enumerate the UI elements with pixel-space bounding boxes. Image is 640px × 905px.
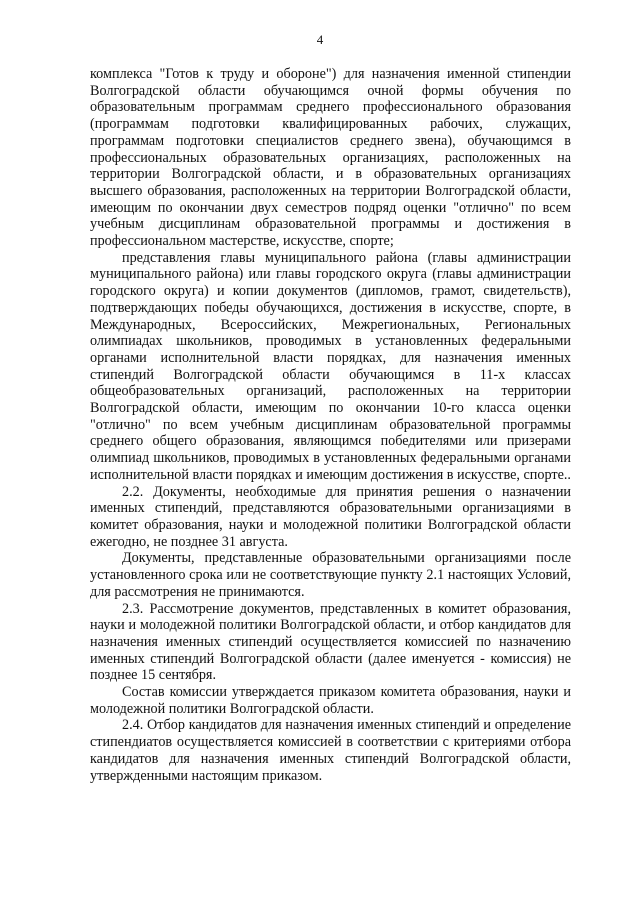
paragraph-2-2: 2.2. Документы, необходимые для принятия решения о назначении именных стипендий, представляются образовательными организациями в комитет образования, науки и молодежной политики Волгоградской области ежегодно, не позднее 31 августа.: [90, 483, 571, 550]
paragraph-2-3: 2.3. Рассмотрение документов, представленных в комитет образования, науки и молодежной политики Волгоградской области, и отбор кандидатов для назначения именных стипендий осуществляется комиссией по назначению именных стипендий Волгоградской области (далее именуется - комиссия) не позднее 15 сентября.: [90, 600, 571, 684]
paragraph-late-documents: Документы, представленные образовательными организациями после установленного срока или не соответствующие пункту 2.1 настоящих Условий, для рассмотрения не принимаются.: [90, 550, 571, 600]
page-number: 4: [316, 32, 324, 47]
paragraph-commission-composition: Состав комиссии утверждается приказом комитета образования, науки и молодежной политики Волгоградской области.: [90, 684, 571, 717]
document-body: [90, 66, 571, 784]
paragraph-representations: представления главы муниципального района (главы администрации муниципального района) или главы городского округа (главы администрации городского округа) и копии документов (дипломов, грамот, свидетельств), подтверждающих победы обучающихся, достижения в искусстве, спорте, в Международных, Всероссийских, Межрегиональных, Региональных олимпиадах школьников, проводимых в установленных федеральными органами исполнительной власти порядках, для назначения именных стипендий Волгоградской области обучающимся в 11-х классах общеобразовательных организаций, расположенных на территории Волгоградской области, имеющим по окончании 10-го класса оценки "отлично" по всем учебным дисциплинам образовательной программы среднего общего образования, являющимся победителями или призерами олимпиад школьников, проводимых в установленных федеральными органами исполнительной власти порядках и имеющим достижения в искусстве, спорте..: [90, 249, 571, 483]
paragraph-continuation: комплекса "Готов к труду и обороне") для назначения именной стипендии Волгоградской области обучающимся очной формы обучения по образовательным программам среднего профессионального образования (программам подготовки квалифицированных рабочих, служащих, программам подготовки специалистов среднего звена), обучающимся в профессиональных образовательных организациях, расположенных на территории Волгоградской области, и в образовательных организациях высшего образования, расположенных на территории Волгоградской области, имеющим по окончании двух семестров подряд оценки "отлично" по всем учебным дисциплинам образовательной программы и достижения в профессиональном мастерстве, искусстве, спорте;: [90, 66, 571, 250]
paragraph-2-4: 2.4. Отбор кандидатов для назначения именных стипендий и определение стипендиатов осуществляется комиссией в соответствии с критериями отбора кандидатов для назначения именных стипендий Волгоградской области, утвержденными настоящим приказом.: [90, 717, 571, 784]
